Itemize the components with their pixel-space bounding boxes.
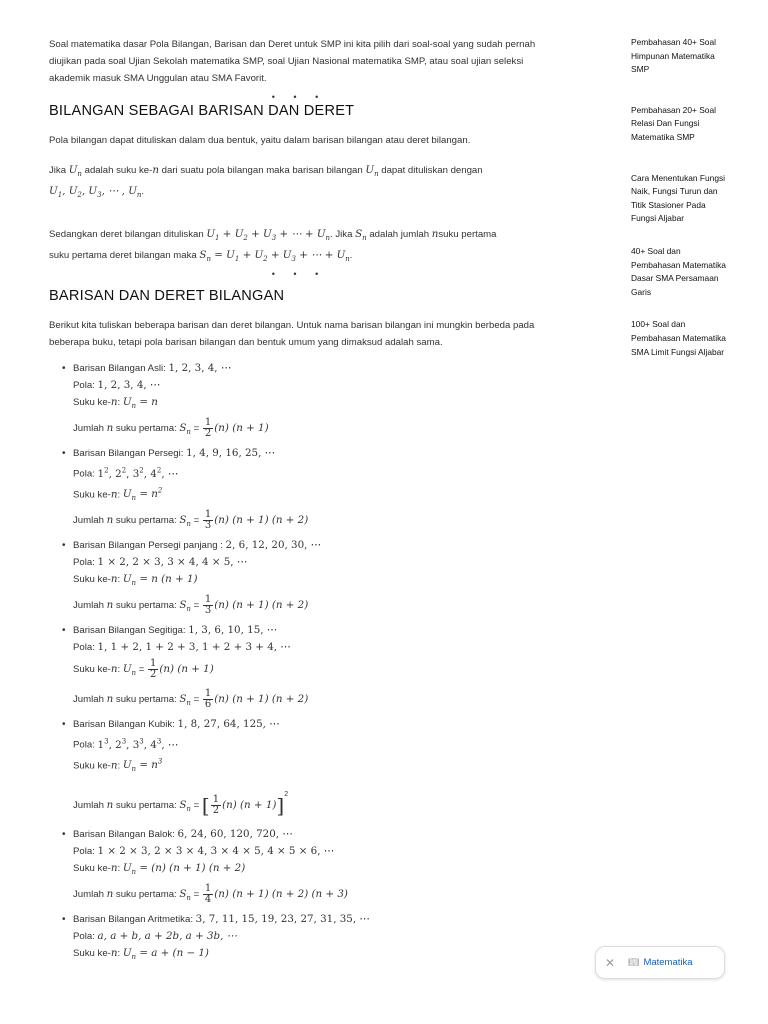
related-posts-sidebar bbox=[631, 36, 768, 359]
paragraph: Jika $U_n$ adalah suku ke-n dari suatu pola bilangan maka barisan bilangan $U_n$ dapat dituliskan dengan $U_1$, $U_2$, $U_3$, ⋯ , $U_n$. bbox=[49, 164, 483, 200]
related-post-link[interactable]: Pembahasan 40+ Soal Himpunan Matematika SMP bbox=[631, 37, 716, 75]
list-item: • Barisan Bilangan Persegi: 1, 4, 9, 16, 25, ⋯ Pola: $1^2$, $2^2$, $3^2$, $4^2$, ⋯ Suku ke-n: $U_n = n^2$ Jumlah n suku pertama: $S_n$ = $\frac{1}{3}$ (n) (n + 1) (n + 2) bbox=[73, 445, 549, 537]
paragraph: Pola bilangan dapat dituliskan dalam dua bentuk, yaitu dalam barisan bilangan atau deret bilangan. bbox=[49, 135, 471, 146]
paragraph: Berikut kita tuliskan beberapa barisan dan deret bilangan. Untuk nama barisan bilangan ini mungkin berbeda pada beberapa buku, tetapi pola barisan bilangan dan bentuk umum yang dimaksud adalah sama. bbox=[49, 320, 535, 349]
book-icon: 📖︎ bbox=[628, 957, 640, 967]
list-item: • Barisan Bilangan Segitiga: 1, 3, 6, 10, 15, ⋯ Pola: 1, 1 + 2, 1 + 2 + 3, 1 + 2 + 3 + 4, ⋯ Suku ke-n: $U_n$ = $\frac{1}{2}$ (n) (n + 1) Jumlah n suku pertama: $S_n$ = $\frac{1}{6}$ (n) (n + 1) (n + 2) bbox=[73, 622, 549, 716]
list-item: • Barisan Bilangan Balok: 6, 24, 60, 120, 720, ⋯ Pola: 1 × 2 × 3, 2 × 3 × 4, 3 × 4 × 5, 4 × 5 × 6, ⋯ Suku ke-n: $U_n = (n) (n + 1) (n + 2)$ Jumlah n suku pertama: $S_n$ = $\frac{1}{4}$ (n) (n + 1) (n + 2) (n + 3) bbox=[73, 826, 549, 911]
section-separator: • • • bbox=[271, 92, 327, 102]
list-item: • Barisan Bilangan Asli: 1, 2, 3, 4, ⋯ Pola: 1, 2, 3, 4, ⋯ Suku ke-n: $U_n = n$ Jumlah n suku pertama: $S_n$ = $\frac{1}{2}$ (n) (n + 1) bbox=[73, 360, 549, 445]
close-icon[interactable]: ✕ bbox=[605, 955, 616, 970]
paragraph: Sedangkan deret bilangan dituliskan $U_1 + U_2 + U_3$ + ⋯ + $U_n$. Jika $S_n$ adalah jumlah nsuku pertama suku pertama deret bilangan maka $S_n = U_1 + U_2 + U_3$ + ⋯ + $U_n$. bbox=[49, 228, 497, 264]
list-item: • Barisan Bilangan Persegi panjang : 2, 6, 12, 20, 30, ⋯ Pola: 1 × 2, 2 × 3, 3 × 4, 4 × 5, ⋯ Suku ke-n: $U_n = n$ (n + 1) Jumlah n suku pertama: $S_n$ = $\frac{1}{3}$ (n) (n + 1) (n + 2) bbox=[73, 537, 549, 622]
label-chip-text[interactable]: Matematika bbox=[643, 957, 693, 968]
list-item: • Barisan Bilangan Kubik: 1, 8, 27, 64, 125, ⋯ Pola: $1^3$, $2^3$, $3^3$, $4^3$, ⋯ Suku ke-n: $U_n = n^3$ Jumlah n suku pertama: $S_n$ = [ $\frac{1}{2}$ (n) (n + 1)]$^2$ bbox=[73, 716, 549, 826]
related-post-link[interactable]: 100+ Soal dan Pembahasan Matematika SMA Limit Fungsi Aljabar bbox=[631, 319, 726, 357]
list-item: • Barisan Bilangan Aritmetika: 3, 7, 11, 15, 19, 23, 27, 31, 35, ⋯ Pola: a, a + b, a + 2b, a + 3b, ⋯ Suku ke-n: $U_n = a + (n - 1)$ bbox=[73, 911, 549, 966]
label-chip[interactable] bbox=[595, 946, 725, 979]
related-post-link[interactable]: Cara Menentukan Fungsi Naik, Fungsi Turun dan Titik Stasioner Pada Fungsi Aljabar bbox=[631, 172, 726, 224]
sequence-list bbox=[49, 360, 549, 966]
section-heading: BARISAN DAN DERET BILANGAN bbox=[49, 288, 285, 305]
article-content bbox=[49, 36, 549, 966]
related-post-link[interactable]: Pembahasan 20+ Soal Relasi Dan Fungsi Matematika SMP bbox=[631, 104, 716, 142]
section-separator: • • • bbox=[271, 269, 327, 280]
intro-paragraph: Soal matematika dasar Pola Bilangan, Barisan dan Deret untuk SMP ini kita pilih dari soal-soal yang sudah pernah diujikan pada soal Ujian Sekolah matematika SMP, soal Ujian Nasional matematika SMP, atau soal ujian seleksi akademik masuk SMA Unggulan atau SMA Favorit. bbox=[49, 39, 536, 84]
section-heading: BILANGAN SEBAGAI BARISAN DAN DERET bbox=[49, 103, 355, 119]
related-post-link[interactable]: 40+ Soal dan Pembahasan Matematika Dasar SMA Persamaan Garis bbox=[631, 245, 726, 297]
